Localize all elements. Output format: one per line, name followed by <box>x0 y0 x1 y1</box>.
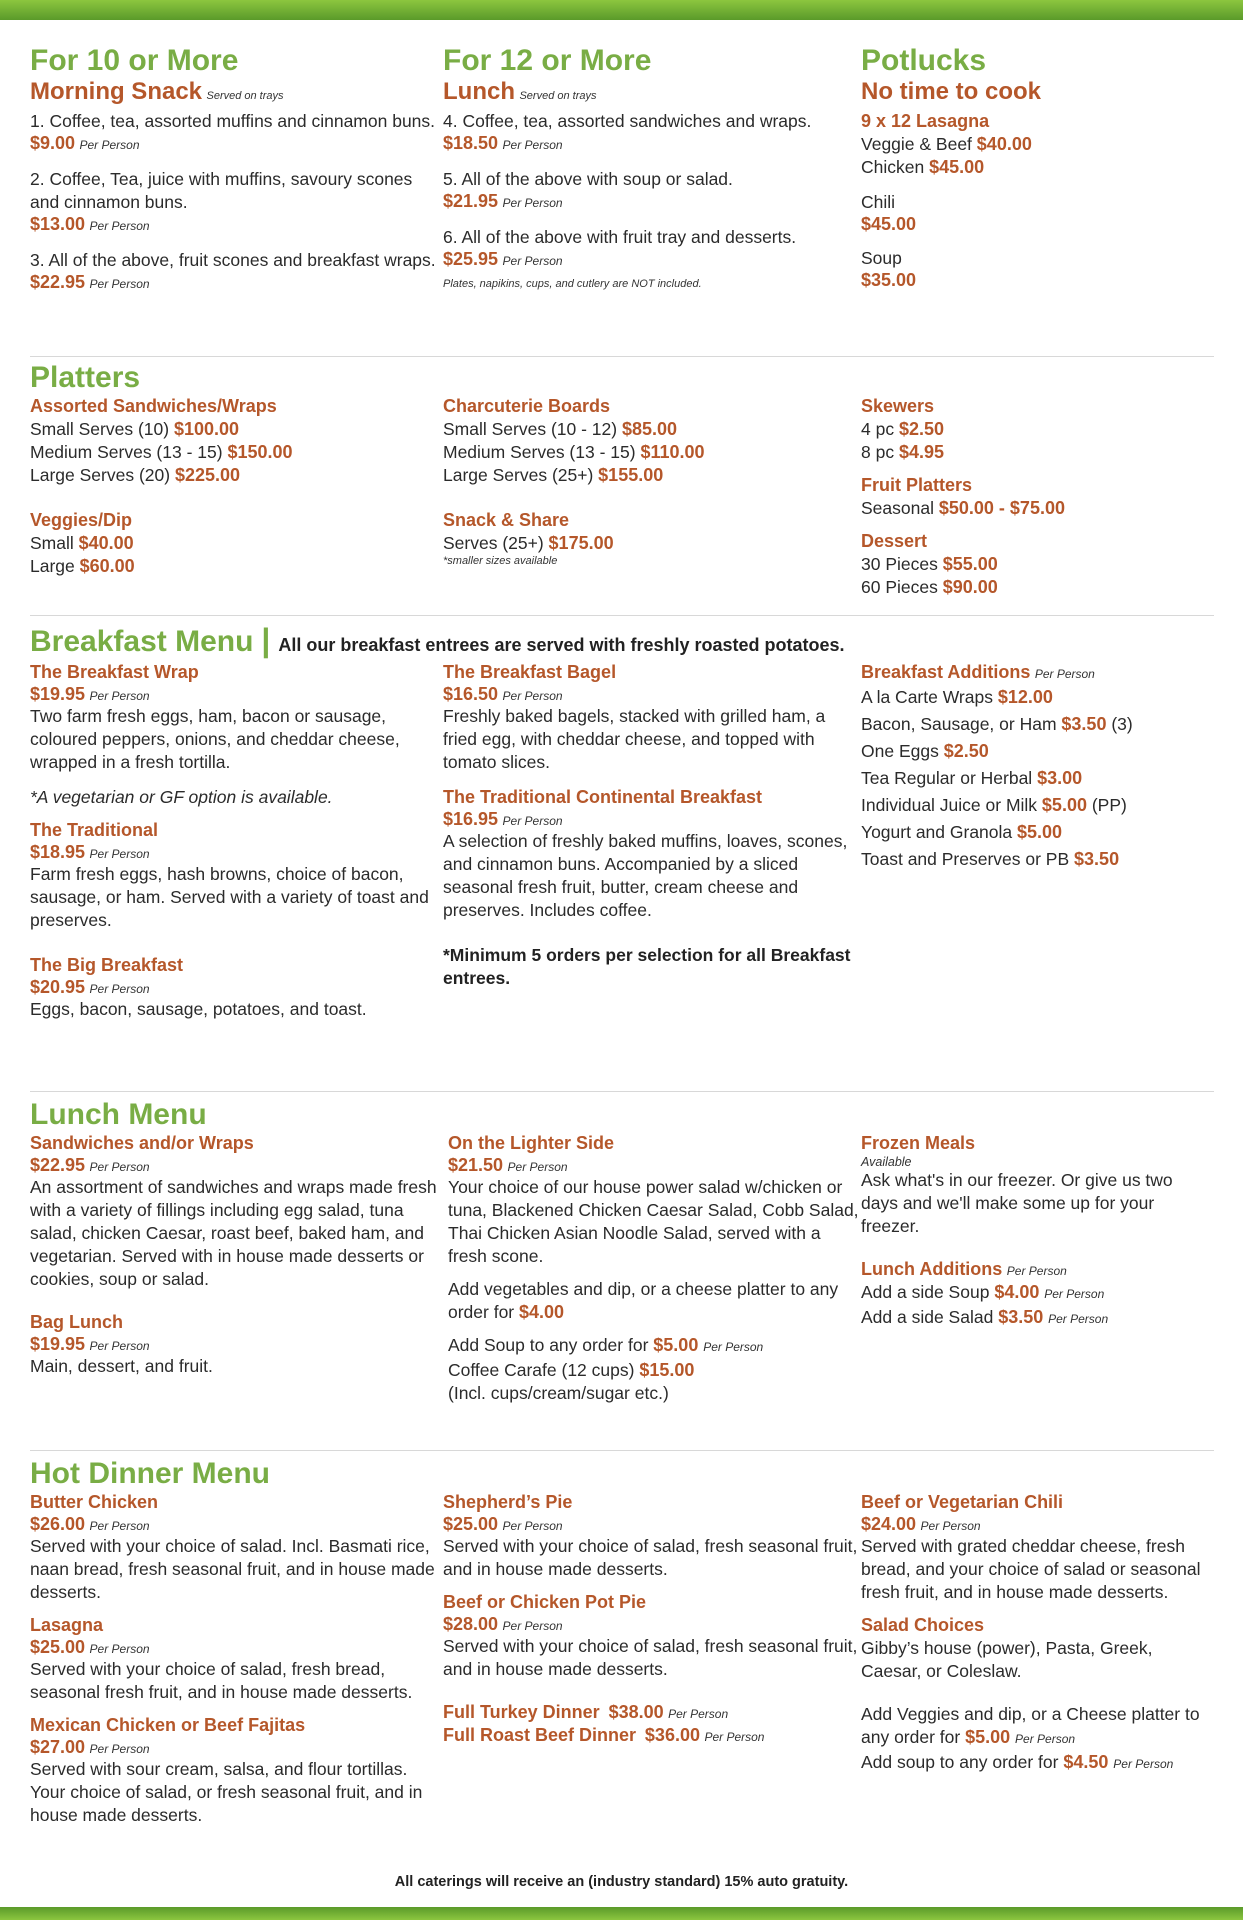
breakfast-note: All our breakfast entrees are served with freshly roasted potatoes. <box>278 635 845 655</box>
item-title: Charcuterie Boards <box>443 396 611 416</box>
top-border <box>0 0 1243 20</box>
menu-item: 4. Coffee, tea, assorted sandwiches and wraps. $18.50 Per Person <box>443 111 812 153</box>
gratuity-note: All caterings will receive an (industry standard) 15% auto gratuity. <box>394 1874 849 1890</box>
item-title: Veggies/Dip <box>30 510 133 530</box>
item-title: On the Lighter Side <box>448 1133 615 1153</box>
item-title: Lunch Additions <box>861 1259 1003 1279</box>
catering-section <box>30 44 1214 356</box>
item-title: Frozen Meals <box>861 1133 976 1153</box>
breakfast-section: Breakfast Menu | All our breakfast entrees are served with freshly roasted potatoes. The Breakfast Wrap $19.95 Per Person Two farm fresh eggs, ham, bacon or sausage, coloured peppers, onions, and cheddar cheese, wrapped in a fresh tortilla. *A vegetarian or GF option is available. The Traditional $18.95 Per Person Farm fresh eggs, hash browns, choice of bacon, sausage, or ham. Served with a variety of toast and preserves. The Big Breakfast $20.95 Per Person Eggs, bacon, sausage, potatoes, and toast. The Breakfast Bagel $16.50 Per Person Freshly baked bagels, stacked with grilled ham, a fried egg, with cheddar cheese, and topped with tomato slices. The Traditional Continental Breakfast $16.95 Per Person A selection of freshly baked muffins, loaves, scones, and cinnamon buns. Accompanied by a sliced seasonal fresh fruit, butter, cream cheese and preserves. Includes coffee. *Minimum 5 orders per selection for all Breakfast entrees. Breakfast Additions Per Person A la Carte Wraps $12.00 Bacon, Sausage, or Ham $3.50 (3) One Eggs $2.50 Tea Regular or Herbal $3.00 Individual Juice or Milk $5.00 (PP) Yogurt and Granola $5.00 Toast and Preserves or PB $3.50 <box>30 622 1133 1019</box>
menu-item: 3. All of the above, fruit scones and breakfast wraps. $22.95 Per Person <box>30 250 436 292</box>
item-title: Fruit Platters <box>861 475 973 495</box>
for-12-column <box>443 44 861 356</box>
menu-item: 1. Coffee, tea, assorted muffins and cinnamon buns. $9.00 Per Person <box>30 111 436 153</box>
item-title: Mexican Chicken or Beef Fajitas <box>30 1715 306 1735</box>
item-title: Beef or Vegetarian Chili <box>861 1492 1064 1512</box>
cutlery-note: Plates, napikins, cups, and cutlery are NOT included. <box>443 278 702 290</box>
soup-label: Soup <box>861 248 902 268</box>
title-separator: | <box>261 622 271 658</box>
platters-section: Platters Assorted Sandwiches/Wraps Small Serves (10) $100.00 Medium Serves (13 - 15) $150.00 Large Serves (20) $225.00 Veggies/Dip Small $40.00 Large $60.00 Charcuterie Boards Small Serves (10 - 12) $85.00 Medium Serves (13 - 15) $110.00 Large Serves (25+) $155.00 Snack & Share Serves (25+) $175.00 *smaller sizes available Skewers 4 pc $2.50 8 pc $4.95 Fruit Platters Seasonal $50.00 - $75.00 Dessert 30 Pieces $55.00 60 Pieces $90.00 <box>30 357 1214 615</box>
served-note: Served on trays <box>519 90 597 102</box>
menu-item: 5. All of the above with soup or salad. $21.95 Per Person <box>443 169 733 211</box>
item-title: Assorted Sandwiches/Wraps <box>30 396 277 416</box>
dinner-section: Hot Dinner Menu Butter Chicken $26.00 Per Person Served with your choice of salad. Incl. Basmati rice, naan bread, fresh seasonal fruit, and in house made desserts. Lasagna $25.00 Per Person Served with your choice of salad, fresh bread, seasonal fresh fruit, and in house made desserts. Mexican Chicken or Beef Fajitas $27.00 Per Person Served with sour cream, salsa, and flour tortillas. Your choice of salad, or fresh seasonal fruit, and in house made desserts. Shepherd’s Pie $25.00 Per Person Served with your choice of salad, fresh seasonal fruit, and in house made desserts. Beef or Chicken Pot Pie $28.00 Per Person Served with your choice of salad, fresh seasonal fruit, and in house made desserts. Full Turkey Dinner $38.00 Per Person Full Roast Beef Dinner $36.00 Per Person Beef or Vegetarian Chili $24.00 Per Person Served with grated cheddar cheese, fresh bread, and your choice of salad or seasonal fresh fruit, and in house made desserts. Salad Choices Gibby’s house (power), Pasta, Greek, Caesar, or Coleslaw. Add Veggies and dip, or a Cheese platter to any order for $5.00 Per Person Add soup to any order for $4.50 Per Person <box>30 1451 1214 1827</box>
subsection-title: No time to cook <box>861 78 1042 105</box>
potlucks-column: Potlucks No time to cook 9 x 12 Lasagna Veggie & Beef $40.00 Chicken $45.00 Chili $45.00 Soup $35.00 <box>861 44 1214 356</box>
bottom-border <box>0 1907 1243 1920</box>
item-title: Skewers <box>861 396 935 416</box>
item-title: Breakfast Additions <box>861 662 1031 682</box>
section-title: Hot Dinner Menu <box>30 1457 270 1490</box>
item-title: Snack & Share <box>443 510 570 530</box>
item-title: 9 x 12 Lasagna <box>861 111 990 131</box>
subsection-title: Lunch <box>443 78 515 105</box>
lunch-section: Lunch Menu Sandwiches and/or Wraps $22.95 Per Person An assortment of sandwiches and wraps made fresh with a variety of fillings including egg salad, tuna salad, chicken Caesar, roast beef, baked ham, and vegetarian. Served with in house made desserts or cookies, soup or salad. Bag Lunch $19.95 Per Person Main, dessert, and fruit. On the Lighter Side $21.50 Per Person Your choice of our house power salad w/chicken or tuna, Blackened Chicken Caesar Salad, Cobb Salad, Thai Chicken Asian Noodle Salad, served with a fresh scone. Add vegetables and dip, or a cheese platter to any order for $4.00 Add Soup to any order for $5.00 Per Person Coffee Carafe (12 cups) $15.00 (Incl. cups/cream/sugar etc.) Frozen Meals Available Ask what's in our freezer. Or give us two days and we'll make some up for your freezer. Lunch Additions Per Person Add a side Soup $4.00 Per Person Add a side Salad $3.50 Per Person <box>30 1092 1214 1450</box>
for-10-column <box>30 44 443 356</box>
vegetarian-note: *A vegetarian or GF option is available. <box>30 787 333 807</box>
item-title: The Traditional Continental Breakfast <box>443 787 763 807</box>
subsection-title: Morning Snack <box>30 78 203 105</box>
menu-page <box>30 44 1214 1827</box>
section-title: Breakfast Menu <box>30 625 254 658</box>
section-title: For 12 or More <box>443 44 652 77</box>
section-title: Potlucks <box>861 44 987 77</box>
item-title: Sandwiches and/or Wraps <box>30 1133 254 1153</box>
chili-price: $45.00 <box>861 214 917 234</box>
served-note: Served on trays <box>206 90 284 102</box>
item-title: The Big Breakfast <box>30 955 184 975</box>
item-title: Butter Chicken <box>30 1492 159 1512</box>
item-title: Beef or Chicken Pot Pie <box>443 1592 647 1612</box>
chili-label: Chili <box>861 192 896 212</box>
item-title: The Traditional <box>30 820 159 840</box>
section-title: For 10 or More <box>30 44 239 77</box>
item-title: Bag Lunch <box>30 1312 123 1332</box>
section-title: Platters <box>30 361 141 394</box>
menu-item: 2. Coffee, Tea, juice with muffins, savoury scones and cinnamon buns. $13.00 Per Person <box>30 169 413 234</box>
item-title: Dessert <box>861 531 928 551</box>
item-title: The Breakfast Bagel <box>443 662 617 682</box>
minimum-orders-note: *Minimum 5 orders per selection for all Breakfast entrees. <box>443 945 851 988</box>
item-title: Salad Choices <box>861 1615 985 1635</box>
item-title: Shepherd’s Pie <box>443 1492 573 1512</box>
section-title: Lunch Menu <box>30 1098 207 1131</box>
soup-price: $35.00 <box>861 270 917 290</box>
item-title: Lasagna <box>30 1615 104 1635</box>
item-title: The Breakfast Wrap <box>30 662 199 682</box>
menu-item: 6. All of the above with fruit tray and desserts. $25.95 Per Person <box>443 227 797 269</box>
